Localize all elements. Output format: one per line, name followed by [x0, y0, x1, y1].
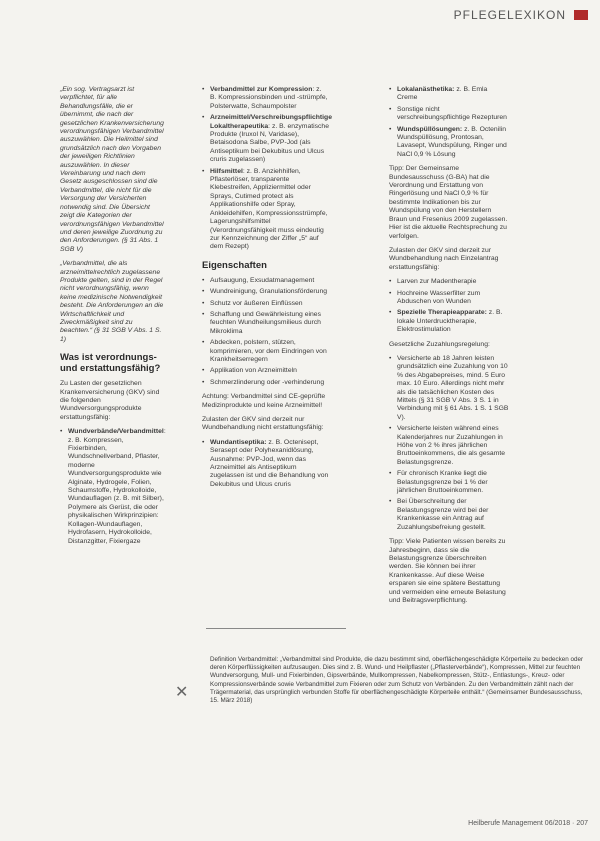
list-item: • Arzneimittel/Verschreibungspflichtige Lokaltherapeutika: z. B. enzymatische Produkte (Iruxol N, Varidase), Betaisodona Salbe, PVP-Jod (als Antiseptikum bei Dekubitus und Ulcus cruris zugelassen)	[202, 114, 329, 164]
item-title: Hilfsmittel	[210, 167, 243, 175]
list-item: • Versicherte leisten während eines Kalenderjahres nur Zuzahlungen in Höhe von 2 % ihres jährlichen Bruttoeinkommens, die als gesamte Belastungsgrenze.	[389, 425, 509, 467]
list-item: • Schmerzlinderung oder -verhinderung	[202, 379, 329, 387]
accent-bar	[574, 10, 588, 20]
item-title: Wundantiseptika:	[210, 438, 267, 446]
item-text: z. B. Kompressionsbinden und -strümpfe, Polsterwatte, Schaumpolster	[210, 86, 328, 110]
column-3	[389, 86, 509, 611]
item-title: Wundverbände/Verbandmittel	[68, 428, 164, 436]
item-text: z. B. Kompressen, Fixierbinden, Wundschnellverband, Pflaster, moderne Wundversorgungsprodukte wie Alginate, Hydrogele, Folien, Schaumstoffe, Hydrokolloide, Wundauflagen (z. B. mit Silber), Polymere als Gerüst, die oder physikalischen Wirkprinzipien: Kollagen-Wundauflagen, Hydrofasern, Hydrokolloide, Distanzgitter, Fixiergaze	[68, 436, 164, 545]
section-label: PFLEGELEXIKON	[453, 8, 566, 22]
column-1	[60, 86, 164, 552]
quote-paragraph-2: „Verbandmittel, die als arzneimittelrechtlich zugelassene Produkte gelten, sind in der Regel nicht verordnungsfähig, wenn keine medizinische Notwendigkeit besteht. Die Anforderungen an die Wirtschaftlichkeit und Zweckmäßigkeit sind zu beachten.“ (§ 31 SGB V Abs. 1 S. 1)	[60, 260, 164, 343]
list-item: • Für chronisch Kranke liegt die Belastungsgrenze bei 1 % der jährlichen Bruttoeinkommen.	[389, 470, 509, 495]
item-title: Spezielle Therapieapparate:	[397, 309, 487, 317]
list-item: • Aufsaugung, Exsudatmanagement	[202, 277, 329, 285]
list-item: • Larven zur Madentherapie	[389, 278, 509, 286]
paragraph-copayment: Gesetzliche Zuzahlungsregelung:	[389, 340, 490, 348]
section-heading-erstattung: Was ist verordnungs- und erstattungsfähig?	[60, 352, 161, 375]
item-text: z. B. Anziehhilfen, Pflasterlöser, transparente Klebestreifen, Appliziermittel oder Sprays, Cutimed protect als Applikationshilfe oder Spray, Ankleidehilfen, Kompressionsstrümpfe, Lagerungshilfsmittel (Verordnungsfähigkeit muss eindeutig zur Kennzeichnung der Ziffer „5“ auf dem Rezept)	[210, 167, 328, 251]
list-item: • Schaffung und Gewährleistung eines feuchten Wundheilungsmilieus durch Mikroklima	[202, 311, 329, 336]
item-title: Lokalanästhetika:	[397, 86, 455, 93]
item-text: z. B. Octenisept, Serasept oder Polyhexanidlösung, Ausnahme: PVP-Jod, wenn das Arzneimittel als Antiseptikum zugelassen ist und die Behandlung von Dekubitus und Ulcus cruris	[210, 438, 329, 488]
page-footer: Heilberufe Management 06/2018 · 207	[468, 820, 588, 827]
section-header	[454, 8, 588, 22]
list-not-reimbursable	[202, 439, 329, 489]
item-text: z. B. Octenilin Wundspüllösung, Prontosan, Lavasept, Wundspülung, Ringer und NaCl 0,9 % Lösung	[397, 125, 507, 158]
list-item: • Wundreinigung, Granulationsförderung	[202, 288, 329, 296]
list-item: • Schutz vor äußeren Einflüssen	[202, 300, 329, 308]
list-item: • Sonstige nicht verschreibungspflichtige Rezepturen	[389, 106, 509, 123]
paragraph-single-application: Zulasten der GKV sind derzeit zur Wundbehandlung nach Einzelantrag erstattungsfähig:	[389, 246, 499, 271]
footnote: Definition Verbandmittel: „Verbandmittel sind Produkte, die dazu bestimmt sind, oberflächengeschädigte Körperteile zu bedecken oder deren Körperflüssigkeiten aufzusaugen. Dies sind z. B. Wund- und Heilpflaster („Pflasterverbände“), Kompressen, Mittel zur feuchten Wundversorgung, Mull- und Fixierbinden, Gipsverbände, Mullkompressen, Nabelkompressen, Stütz-, Entlastungs-, Kreuz- oder Kompressionsverbände sowie Verbandmittel zum Fixieren oder zum Schutz von Verbänden. Zu den Verbandmitteln zählt nach der Trägermaterial, das ursprünglich verbunden Stoffe für oberflächengeschädigte Körperteile enthält.“ (Gemeinsamer Bundesausschuss, 15. März 2018)	[210, 656, 584, 705]
list-copayment	[389, 355, 509, 532]
tip-paragraph-1: Tipp: Der Gemeinsame Bundesausschuss (G-BA) hat die Verordnung und Erstattung von Ringerlösung und NaCl 0,9 % für bestimmte Indikationen bis zur Wundspülung von den Herstellern Braun und Fresenius 2009 zugelassen. Hier ist die aktuelle Rechtsprechung zu verfolgen.	[389, 165, 508, 240]
column-2	[202, 86, 332, 495]
list-item	[389, 86, 509, 103]
item-text: z. B. enzymatische Produkte (Iruxol N, Varidase), Betaisodona Salbe, PVP-Jod (als Antiseptikum bei Dekubitus und Ulcus cruris zugelassen)	[210, 122, 329, 164]
pen-mark-icon: ✕	[175, 684, 189, 701]
list-item	[389, 126, 509, 160]
list-item: • Bei Überschreitung der Belastungsgrenze wird bei der Krankenkasse ein Antrag auf Zuzahlungsbefreiung gestellt.	[389, 498, 509, 532]
quote-paragraph-1: „Ein sog. Vertragsarzt ist verpflichtet, für alle Behandlungsfälle, die er übernimmt, die nach der gesetzlichen Krankenversicherung verordnungsfähigen Verbandmittel auszuwählen. Die Heilmittel sind grundsätzlich nach den Vorgaben der jeweiligen Richtlinien auszuwählen. In dieser Vereinbarung und nach dem Gesetz ausgeschlossen sind die Verbandmittel, die nicht für die Versorgung der Versicherten notwendig sind. Die Übersicht zeigt die Kategorien der verordnungsfähigen Verbandmittel und deren jeweilige Zuordnung zu den Anforderungen. (§ 31 Abs. 1 SGB V)	[60, 86, 164, 253]
list-item: • Abdecken, polstern, stützen, komprimieren, vor dem Eindringen von Krankheitserregern	[202, 339, 329, 364]
list-item: • Hochreine Wasserfilter zum Abduschen von Wunden	[389, 290, 509, 307]
paragraph-not-reimbursable: Zulasten der GKV sind derzeit nur Wundbehandlung nicht erstattungsfähig:	[202, 416, 324, 432]
item-title: Arzneimittel/Verschreibungspflichtige Lokaltherapeutika	[210, 114, 332, 130]
note-paragraph: Achtung: Verbandmittel sind CE-geprüfte Medizinprodukte und keine Arzneimittel!	[202, 393, 326, 409]
item-title: Verbandmittel zur Kompression	[210, 86, 313, 93]
list-item: • Applikation von Arzneimitteln	[202, 367, 329, 375]
list-properties	[202, 277, 329, 387]
list-item: • Versicherte ab 18 Jahren leisten grundsätzlich eine Zuzahlung von 10 % des Abgabepreises, mind. 5 Euro max. 10 Euro. Allerdings nicht mehr als die tatsächlichen Kosten des Mittels (§ 31 SGB V Abs. 3 S. 1 in Verbindung mit § 61 Abs. 1 S. 1 SGB V).	[389, 355, 509, 422]
list-excluded	[389, 86, 509, 159]
section-heading-eigenschaften: Eigenschaften	[202, 259, 267, 271]
item-title: Wundspüllösungen:	[397, 125, 463, 133]
list-products	[202, 86, 332, 252]
list-item	[389, 309, 509, 334]
tip-paragraph-2: Tipp: Viele Patienten wissen bereits zu Jahresbeginn, dass sie die Belastungsgrenze überschreiten werden. Sie können bei ihrer Krankenkasse. Auf diese Weise ersparen sie eine spätere Bestattung und vermeiden eine erneute Belastung und Beitragsverpflichtung.	[389, 538, 506, 604]
list-single-application	[389, 278, 509, 334]
list-item: • Hilfsmittel: z. B. Anziehhilfen, Pflasterlöser, transparente Klebestreifen, Appliziermittel oder Sprays, Cutimed protect als Applikationshilfe oder Spray, Ankleidehilfen, Kompressionsstrümpfe, Lagerungshilfsmittel (Verordnungsfähigkeit muss eindeutig zur Kennzeichnung der Ziffer „5“ auf dem Rezept)	[202, 168, 329, 252]
list-item: • Wundverbände/Verbandmittel: z. B. Kompressen, Fixierbinden, Wundschnellverband, Pflaster, moderne Wundversorgungsprodukte wie Alginate, Hydrogele, Folien, Schaumstoffe, Hydrokolloide, Wundauflagen (z. B. mit Silber), Polymere als Gerüst, die oder physikalischen Wirkprinzipien: Kollagen-Wundauflagen, Hydrofasern, Hydrokolloide, Distanzgitter, Fixiergaze	[60, 428, 164, 546]
list-item	[202, 439, 329, 489]
footnote-divider	[206, 628, 346, 629]
intro-paragraph: Zu Lasten der gesetzlichen Krankenversicherung (GKV) sind die folgenden Wundversorgungsprodukte erstattungsfähig:	[60, 380, 160, 421]
item-text: z. B. Emla Creme	[397, 86, 488, 102]
item-text: z. B. lokale Unterdrucktherapie, Elektrostimulation	[397, 309, 503, 334]
list-erstattung	[60, 428, 164, 546]
list-item: • Verbandmittel zur Kompression: z. B. Kompressionsbinden und -strümpfe, Polsterwatte, Schaumpolster	[202, 86, 329, 111]
